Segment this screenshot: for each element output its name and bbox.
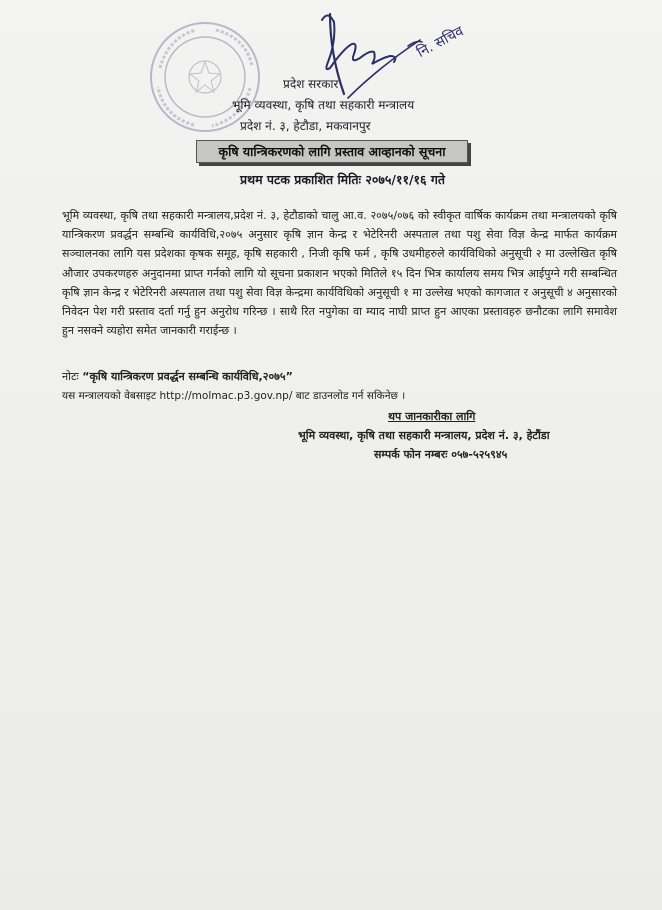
first-published-date: प्रथम पटक प्रकाशित मितिः २०७५/११/१६ गते — [240, 172, 446, 187]
contact-heading: थप जानकारीका लागि — [388, 410, 476, 423]
note-prefix: नोटः — [62, 370, 79, 383]
contact-phone: सम्पर्क फोन नम्बरः ०५७-५२५९४५ — [374, 448, 508, 461]
contact-office: भूमि व्यवस्था, कृषि तथा सहकारी मन्त्रालय, प्रदेश नं. ३, हेटौंडा — [298, 429, 550, 442]
notice-title: कृषि यान्त्रिकरणको लागि प्रस्ताव आव्हानको सूचना — [196, 140, 468, 163]
notice-body: भूमि व्यवस्था, कृषि तथा सहकारी मन्त्रालय,प्रदेश नं. ३, हेटौडाको चालु आ.व. २०७५/०७६ को स्वीकृत वार्षिक कार्यक्रम तथा मन्त्रालयको कृषि यान्त्रिकरण प्रवर्द्धन सम्बन्धि कार्यविधि,२०७५ अनुसार कृषि ज्ञान केन्द्र र भेटेरिनरी अस्पताल तथा पशु सेवा विज्ञ केन्द्र मार्फत कार्यक्रम सञ्चालनका लागि यस प्रदेशका कृषक समूह, कृषि सहकारी , निजी कृषि फर्म , कृषि उधमीहरुले कार्यविधिको अनुसूची २ मा उल्लेखित कृषि औजार उपकरणहरु अनुदानमा प्राप्त गर्नको लागि यो सूचना प्रकाशन भएको मितिले १५ दिन भित्र कार्यालय समय भित्र आईपुग्ने गरी सम्बन्धित कृषि ज्ञान केन्द्र र भेटेरिनरी अस्पताल तथा पशु सेवा विज्ञ केन्द्रमा कार्यविधिको अनुसूची १ मा उल्लेख भएको कागजात र अनुसूची ४ अनुसारको निवेदन पेश गरी प्रस्ताव दर्ता गर्नु हुन अनुरोध गरिन्छ । साथै रित नपुगेका वा म्याद नाघी प्राप्त हुन आएका प्रस्तावहरु छनौटका लागि समावेश हुन नसक्ने व्यहोरा समेत जानकारी गराईन्छ । — [62, 209, 617, 338]
office-address: प्रदेश नं. ३, हेटौडा, मकवानपुर — [240, 119, 371, 133]
website-line: यस मन्त्रालयको वेबसाइट http://molmac.p3.gov.np/ बाट डाउनलोड गर्न सकिनेछ । — [62, 390, 406, 402]
office-ministry-name: भूमि व्यवस्था, कृषि तथा सहकारी मन्त्रालय — [232, 98, 415, 112]
note-line — [62, 369, 293, 384]
office-province-government: प्रदेश सरकार — [283, 77, 339, 91]
secretary-designation: नि. सचिव — [414, 23, 467, 62]
note-text: “कृषि यान्त्रिकरण प्रवर्द्धन सम्बन्धि कार्यविधि,२०७५” — [82, 370, 293, 383]
